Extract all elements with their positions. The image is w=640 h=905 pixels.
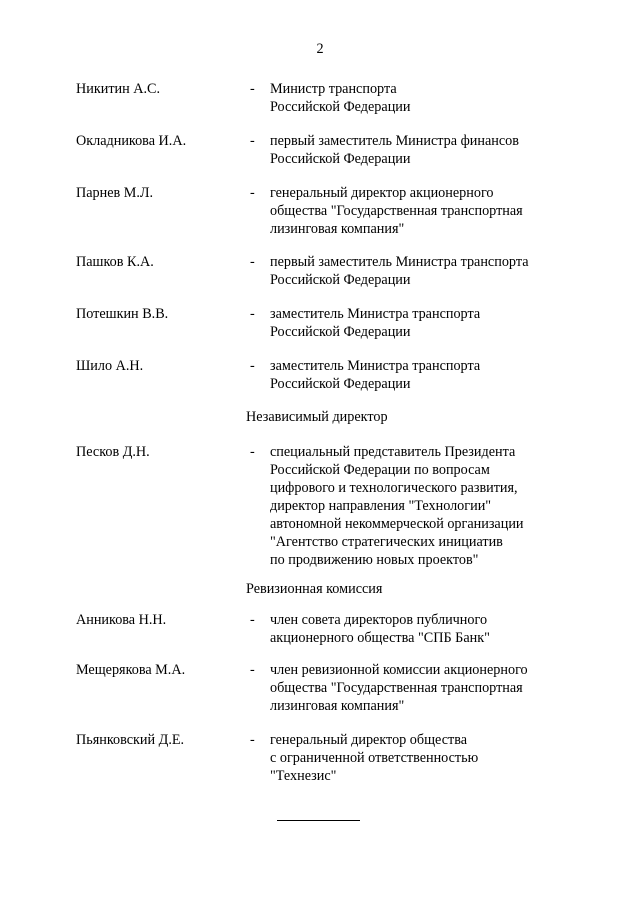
- position-line: Российской Федерации: [270, 272, 411, 288]
- section-heading-independent-director: Независимый директор: [246, 409, 388, 425]
- position-line: по продвижению новых проектов": [270, 552, 479, 568]
- position-line: первый заместитель Министра транспорта: [270, 254, 529, 270]
- position-description: [270, 731, 570, 785]
- dash-separator: -: [250, 444, 255, 460]
- section-heading-audit-commission: Ревизионная комиссия: [246, 581, 383, 597]
- position-line: генеральный директор акционерного: [270, 185, 494, 201]
- position-description: [270, 132, 570, 168]
- dash-separator: -: [250, 662, 255, 678]
- position-line: член совета директоров публичного: [270, 612, 488, 628]
- person-name: Анникова Н.Н.: [76, 612, 167, 628]
- position-line: Российской Федерации: [270, 376, 411, 392]
- position-line: Российской Федерации: [270, 151, 411, 167]
- position-line: Российской Федерации: [270, 99, 411, 115]
- dash-separator: -: [250, 732, 255, 748]
- position-line: акционерного общества "СПБ Банк": [270, 630, 490, 646]
- position-line: лизинговая компания": [270, 221, 405, 237]
- dash-separator: -: [250, 81, 255, 97]
- position-description: [270, 184, 570, 238]
- person-name: Потешкин В.В.: [76, 306, 169, 322]
- dash-separator: -: [250, 254, 255, 270]
- dash-separator: -: [250, 306, 255, 322]
- position-description: [270, 305, 570, 341]
- position-line: лизинговая компания": [270, 698, 405, 714]
- position-description: [270, 253, 570, 289]
- page-number: 2: [316, 41, 324, 57]
- position-line: генеральный директор общества: [270, 732, 467, 748]
- person-name: Пашков К.А.: [76, 254, 154, 270]
- position-line: цифрового и технологического развития,: [270, 480, 518, 496]
- position-description: [270, 357, 570, 393]
- position-line: первый заместитель Министра финансов: [270, 133, 519, 149]
- person-name: Никитин А.С.: [76, 81, 161, 97]
- position-line: заместитель Министра транспорта: [270, 306, 481, 322]
- position-line: с ограниченной ответственностью: [270, 750, 479, 766]
- person-name: Песков Д.Н.: [76, 444, 150, 460]
- position-line: автономной некоммерческой организации: [270, 516, 524, 532]
- position-line: "Агентство стратегических инициатив: [270, 534, 503, 550]
- person-name: Пьянковский Д.Е.: [76, 732, 185, 748]
- person-name: Окладникова И.А.: [76, 133, 187, 149]
- dash-separator: -: [250, 133, 255, 149]
- position-description: [270, 80, 570, 116]
- position-line: Российской Федерации: [270, 324, 411, 340]
- position-line: директор направления "Технологии": [270, 498, 492, 514]
- position-line: специальный представитель Президента: [270, 444, 516, 460]
- position-description: [270, 661, 570, 715]
- position-line: заместитель Министра транспорта: [270, 358, 481, 374]
- person-name: Парнев М.Л.: [76, 185, 154, 201]
- dash-separator: -: [250, 612, 255, 628]
- position-description: [270, 611, 570, 647]
- position-line: Российской Федерации по вопросам: [270, 462, 490, 478]
- position-line: "Технезис": [270, 768, 337, 784]
- person-name: Шило А.Н.: [76, 358, 144, 374]
- position-line: общества "Государственная транспортная: [270, 680, 523, 696]
- person-name: Мещерякова М.А.: [76, 662, 186, 678]
- position-line: Министр транспорта: [270, 81, 397, 97]
- dash-separator: -: [250, 185, 255, 201]
- end-of-list-rule: [277, 820, 360, 821]
- dash-separator: -: [250, 358, 255, 374]
- position-line: член ревизионной комиссии акционерного: [270, 662, 528, 678]
- position-line: общества "Государственная транспортная: [270, 203, 523, 219]
- position-description: [270, 443, 570, 569]
